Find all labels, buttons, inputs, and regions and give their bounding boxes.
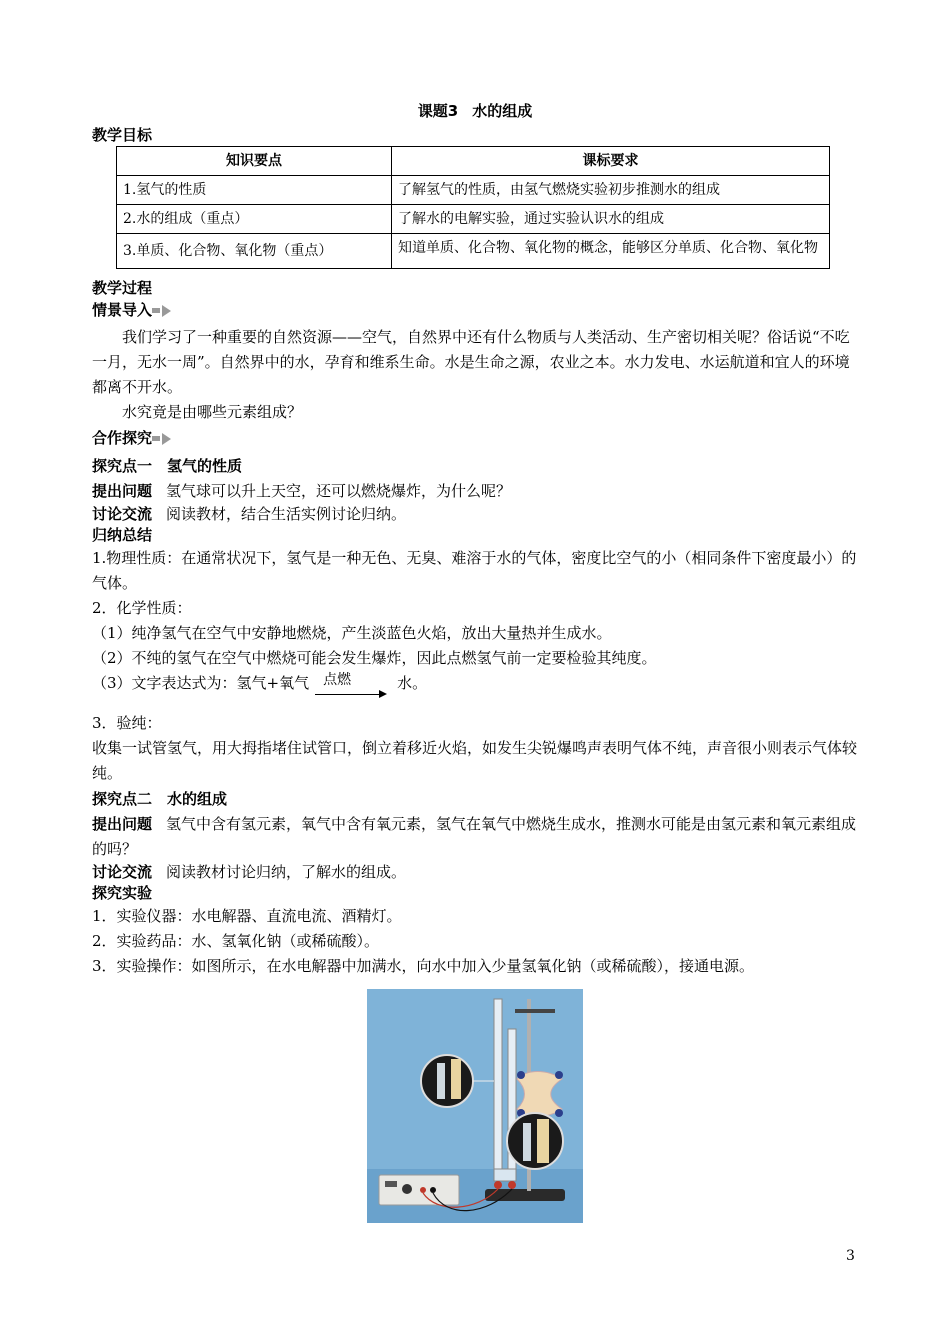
title-topic: 水的组成 bbox=[472, 102, 533, 120]
table-row bbox=[117, 205, 830, 234]
question-text: 氢气中含有氢元素，氧气中含有氧元素，氢气在氧气中燃烧生成水，推测水可能是由氢元素和氧元素组成的吗？ bbox=[92, 815, 857, 858]
word-equation bbox=[92, 671, 862, 711]
table-row bbox=[117, 176, 830, 205]
right-arrow-icon bbox=[162, 305, 171, 317]
physical-properties: 1.物理性质：在通常状况下，氢气是一种无色、无臭、难溶于水的气体，密度比空气的小（相同条件下密度最小）的气体。 bbox=[92, 549, 857, 592]
reaction-arrow bbox=[313, 672, 393, 702]
arrow-bar-icon bbox=[152, 308, 160, 313]
zoom-inset-right bbox=[507, 1113, 563, 1169]
zoom-inset-left bbox=[421, 1055, 473, 1107]
power-knob bbox=[402, 1184, 412, 1194]
electrode-left bbox=[494, 1181, 502, 1189]
table-cell-point: 3.单质、化合物、氧化物（重点） bbox=[117, 234, 392, 269]
process-heading: 教学过程 bbox=[92, 279, 153, 297]
equation-reactants: （3）文字表达式为：氢气+氧气 bbox=[92, 674, 310, 692]
question-label: 提出问题 bbox=[92, 815, 153, 833]
equation-product: 水。 bbox=[397, 674, 428, 692]
table-row bbox=[117, 234, 830, 269]
table-cell-point: 2.水的组成（重点） bbox=[117, 205, 392, 234]
chemical-property-1: （1）纯净氢气在空气中安静地燃烧，产生淡蓝色火焰，放出大量热并生成水。 bbox=[92, 624, 612, 642]
table-header-row bbox=[117, 147, 830, 176]
page-number: 3 bbox=[846, 1248, 855, 1264]
clamp-arm bbox=[515, 1009, 555, 1013]
point1-heading: 探究点一 氢气的性质 bbox=[92, 457, 243, 475]
main-content bbox=[92, 124, 862, 979]
purity-title: 3．验纯： bbox=[92, 714, 162, 732]
reaction-condition: 点燃 bbox=[323, 672, 352, 688]
intro-paragraph: 我们学习了一种重要的自然资源——空气，自然界中还有什么物质与人类活动、生产密切相关呢？俗话说“不吃一月，无水一周”。自然界中的水，孕育和维系生命。水是生命之源，农业之本。水力发电、水运航道和宜人的环境都离不开水。 bbox=[92, 328, 850, 396]
experiment-reagents: 2．实验药品：水、氢氧化钠（或稀硫酸）。 bbox=[92, 932, 380, 950]
discussion-text: 阅读教材讨论归纳，了解水的组成。 bbox=[166, 863, 407, 881]
experiment-equipment: 1．实验仪器：水电解器、直流电流、酒精灯。 bbox=[92, 907, 402, 925]
summary-heading: 归纳总结 bbox=[92, 526, 153, 544]
table-cell-requirement: 知道单质、化合物、氧化物的概念，能够区分单质、化合物、氧化物 bbox=[392, 234, 830, 269]
purity-text: 收集一试管氢气，用大拇指堵住试管口，倒立着移近火焰，如发生尖锐爆鸣声表明气体不纯，声音很小则表示气体较纯。 bbox=[92, 739, 858, 782]
point2-question bbox=[92, 812, 862, 862]
point1-discussion bbox=[92, 504, 862, 524]
intro-question: 水究竟是由哪些元素组成？ bbox=[122, 403, 303, 421]
intro-heading bbox=[92, 299, 862, 321]
coop-heading-text: 合作探究 bbox=[92, 429, 153, 447]
title-lesson-number: 课题3 bbox=[417, 102, 459, 120]
goals-heading: 教学目标 bbox=[92, 126, 153, 144]
discussion-label: 讨论交流 bbox=[92, 863, 153, 881]
coop-heading bbox=[92, 427, 862, 449]
question-label: 提出问题 bbox=[92, 482, 153, 500]
goals-table bbox=[116, 146, 830, 269]
intro-heading-text: 情景导入 bbox=[92, 301, 153, 319]
experiment-operation: 3．实验操作：如图所示，在水电解器中加满水，向水中加入少量氢氧化钠（或稀硫酸），接通电源。 bbox=[92, 957, 755, 975]
table-header-requirement: 课标要求 bbox=[392, 147, 830, 176]
discussion-label: 讨论交流 bbox=[92, 505, 153, 523]
right-arrow-icon bbox=[162, 433, 171, 445]
electrode-right bbox=[508, 1181, 516, 1189]
table-cell-requirement: 了解水的电解实验，通过实验认识水的组成 bbox=[392, 205, 830, 234]
point2-discussion bbox=[92, 862, 862, 882]
discussion-text: 阅读教材，结合生活实例讨论归纳。 bbox=[166, 505, 407, 523]
point2-heading: 探究点二 水的组成 bbox=[92, 790, 228, 808]
tube-left bbox=[494, 999, 502, 1179]
dc-power-supply bbox=[379, 1175, 459, 1205]
experiment-heading: 探究实验 bbox=[92, 884, 153, 902]
arrow-bar-icon bbox=[152, 436, 160, 441]
point1-question bbox=[92, 479, 862, 504]
tube-connector bbox=[494, 1169, 516, 1181]
chemical-properties-title: 2．化学性质： bbox=[92, 599, 192, 617]
page-title bbox=[0, 100, 950, 121]
table-header-point: 知识要点 bbox=[117, 147, 392, 176]
electrolysis-apparatus-photo bbox=[367, 989, 583, 1223]
question-text: 氢气球可以升上天空，还可以燃烧爆炸，为什么呢？ bbox=[166, 482, 512, 500]
chemical-property-2: （2）不纯的氢气在空气中燃烧可能会发生爆炸，因此点燃氢气前一定要检验其纯度。 bbox=[92, 649, 657, 667]
table-cell-point: 1.氢气的性质 bbox=[117, 176, 392, 205]
table-cell-requirement: 了解氢气的性质，由氢气燃烧实验初步推测水的组成 bbox=[392, 176, 830, 205]
arrow-head-icon bbox=[379, 690, 387, 698]
